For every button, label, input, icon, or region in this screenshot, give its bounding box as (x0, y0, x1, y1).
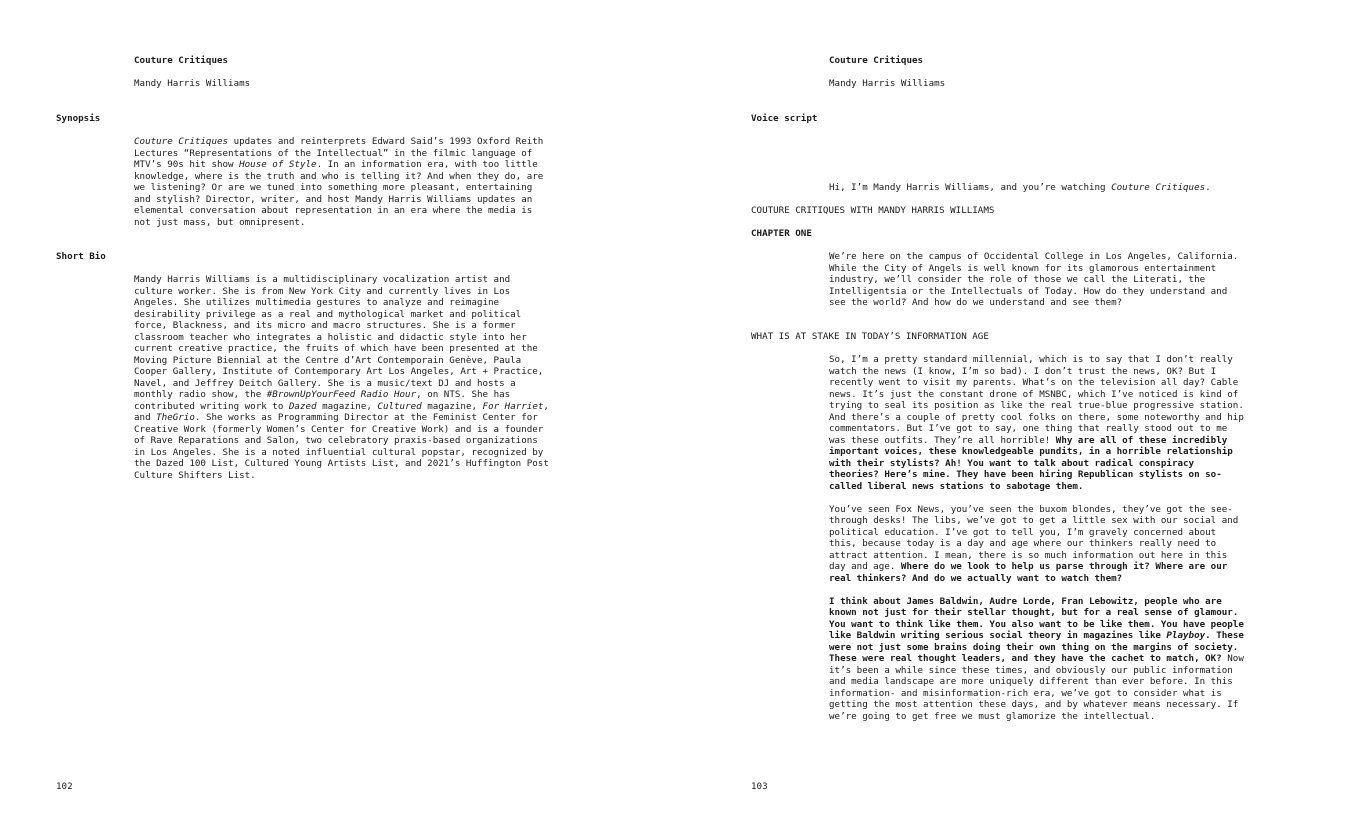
right-header-author: Mandy Harris Williams (829, 78, 946, 89)
short-bio-text (134, 274, 552, 481)
text-run: House of Style (239, 159, 317, 170)
script-paragraph (829, 504, 1247, 585)
page-number-left: 102 (56, 781, 73, 792)
text-run: I think about James Baldwin, Audre Lorde, Fran Lebowitz, people who are known not just for their stellar thought, but for a real sense of glamour. You want to think like them. You also want to be like them. You have people like Baldwin writing serious social theory in magazines like (829, 595, 1244, 641)
stake-heading: WHAT IS AT STAKE IN TODAY’S INFORMATION AGE (751, 331, 989, 342)
synopsis-text (134, 136, 552, 228)
left-header-title: Couture Critiques (134, 55, 229, 66)
chapter-paragraph (829, 251, 1247, 309)
text-run: You’ve seen Fox News, you’ve seen the buxom blondes, they’ve got the see-through desks! The libs, we’ve got to get a little sex with our social and political education. I’ve got to tell you, I’m gravely concerned about this, because today is a day and age where our thinkers really need to attract attention. I mean, there is so much information out here in this day and age. (829, 503, 1239, 572)
text-run: Why are all of these incredibly important voices, these knowledgeable pundits, in a horrible relationship with their stylists? Ah! You want to talk about radical conspiracy theories? Here’s mine. They have been hiring Republican stylists on so-called liberal news stations to sabotage them. (829, 434, 1233, 492)
text-run: We’re here on the campus of Occidental College in Los Angeles, California. While the City of Angels is well known for its glamorous entertainment industry, we’ll consider the role of those we call the Literati, the Intelligentsia or the Intellectuals of Today. How do they understand and see the world? And how do we understand and see them? (829, 251, 1239, 308)
series-subheading: COUTURE CRITIQUES WITH MANDY HARRIS WILLIAMS (751, 205, 995, 216)
synopsis-heading: Synopsis (56, 113, 101, 124)
text-run: TheGrio (156, 412, 195, 423)
text-run: Hi, I’m Mandy Harris Williams, and you’re watching (829, 182, 1112, 193)
text-run: Couture Critiques (134, 136, 229, 147)
text-run: magazine, (316, 400, 378, 412)
text-run: , and (134, 400, 549, 423)
script-paragraph (829, 596, 1247, 723)
short-bio-heading: Short Bio (56, 251, 106, 262)
voice-script-heading: Voice script (751, 113, 818, 124)
text-run: . In an information era, with too little knowledge, where is the truth and who is telling it? And when they do, are we listening? Or are we tuned into something more pleasant, entertaining and stylish? Director, writer, and host Mandy Harris Williams updates an elemental conversation about representation in an era where the media is not just mass, but omnipresent. (134, 159, 544, 228)
left-header-author: Mandy Harris Williams (134, 78, 251, 89)
text-run: . These were not just some brains doing their own thing on the margins of society. These were real thought leaders, and they have the cachet to match, OK? (829, 630, 1244, 664)
text-run: #BrownUpYourFeed Radio Hour (266, 389, 417, 400)
text-run: updates and reinterprets Edward Said’s 1993 Oxford Reith Lectures “Representations of the Intellectual” in the filmic language of MTV’s 90s hit show (134, 136, 544, 170)
text-run: Cultured (377, 400, 422, 412)
text-run: Where do we look to help us parse through it? Where are our real thinkers? And do we actually want to watch them? (829, 561, 1228, 584)
page-number-right: 103 (751, 781, 768, 792)
text-run: . (1205, 182, 1211, 193)
text-run: . She works as Programming Director at the Feminist Center for Creative Work (formerly Women’s Center for Creative Work) and is a founder of Rave Reparations and Salon, two celebratory praxis-based organizations in Los Angeles. She is a noted influential cultural popstar, recognized by the Dazed 100 List, Cultured Young Artists List, and 2021’s Huffington Post Culture Shifters List. (134, 412, 549, 481)
right-page (695, 0, 1360, 822)
text-run: For Harriet (482, 400, 544, 412)
text-run: , on NTS. She has contributed writing work to (134, 389, 511, 412)
right-header-title: Couture Critiques (829, 55, 924, 66)
text-run: So, I’m a pretty standard millennial, which is to say that I don’t really watch the news (I know, I’m so bad). I don’t trust the news, OK? But I recently went to visit my parents. What’s on the television all day? Cable news. It’s just the constant drone of MSNBC, which I’ve noticed is kind of trying to seal its position as like the real true-blue progressive station. And there’s a couple of pretty cool folks on there, some noteworthy and hip commentators. But I’ve got to say, one thing that really stood out to me was these outfits. They’re all horrible! (829, 354, 1244, 446)
text-run: Couture Critiques (1111, 182, 1206, 193)
text-run: Dazed (288, 400, 317, 412)
intro-line (829, 182, 1247, 194)
text-run: Playboy (1166, 630, 1206, 641)
text-run: Mandy Harris Williams is a multidisciplinary vocalization artist and culture worker. She is from New York City and currently lives in Los Angeles. She utilizes multimedia gestures to analyze and reimagine desirability privilege as a real and mythological market and political force, Blackness, and its micro and macro structures. She is a former classroom teacher who integrates a holistic and didactic style into her current creative practice, the fruits of which have been presented at the Moving Picture Biennial at the Centre d’Art Contemporain Genève, Paula Cooper Gallery, Institute of Contemporary Art Los Angeles, Art + Practice, Navel, and Jeffrey Deitch Gallery. She is a music/text DJ and hosts a monthly radio show, the (134, 274, 544, 400)
text-run: magazine, (421, 400, 483, 412)
chapter-heading: CHAPTER ONE (751, 228, 812, 239)
script-paragraphs (829, 354, 1247, 722)
script-paragraph (829, 354, 1247, 492)
text-run: Now it’s been a while since these times, and obviously our public information and media landscape are more uniquely different than ever before. In this information- and misinformation-rich era, we’ve got to consider what is getting the most attention these days, and by whatever means necessary. If we’re going to get free we must glamorize the intellectual. (829, 653, 1244, 722)
